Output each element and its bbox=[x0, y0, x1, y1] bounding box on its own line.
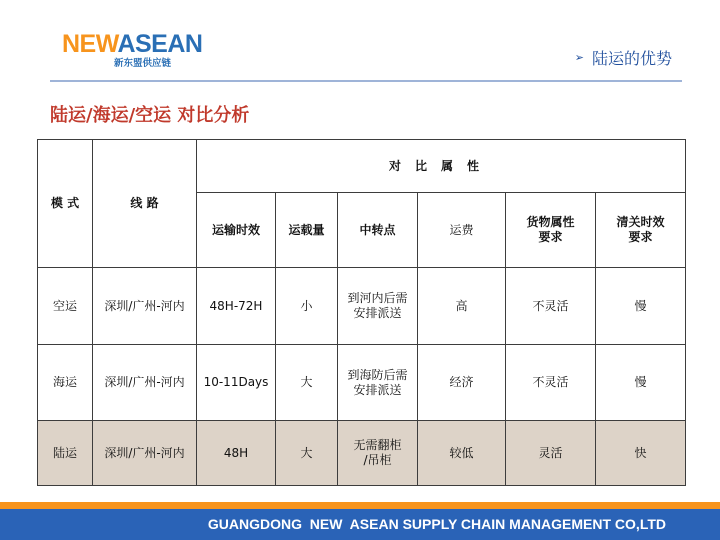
attr-goods-requirement bbox=[506, 193, 596, 268]
attr-cost bbox=[418, 193, 506, 268]
table-row bbox=[38, 345, 686, 421]
cell-mode: 空运 bbox=[38, 268, 93, 345]
attr-transport-time bbox=[197, 193, 276, 268]
cell-capacity: 大 bbox=[276, 345, 338, 421]
logo-new-text: NEW bbox=[62, 30, 118, 58]
logo-asean-text: ASEAN bbox=[117, 30, 203, 58]
cell-transfer-line: 安排派送 bbox=[353, 382, 402, 397]
cell-customs: 慢 bbox=[596, 345, 686, 421]
cell-cost: 较低 bbox=[418, 421, 506, 486]
cell-transfer bbox=[338, 421, 418, 486]
cell-time: 48H bbox=[197, 421, 276, 486]
header-mode: 模 式 bbox=[38, 140, 93, 268]
cell-cost: 经济 bbox=[418, 345, 506, 421]
attr-label-line2: 要求 bbox=[628, 230, 653, 244]
cell-transfer-line: 无需翻柜 bbox=[353, 438, 402, 452]
cell-customs: 慢 bbox=[596, 268, 686, 345]
footer-company-name: GUANGDONG NEW ASEAN SUPPLY CHAIN MANAGEMENT CO,LTD bbox=[0, 509, 720, 540]
header-divider bbox=[50, 80, 682, 82]
attr-label-line1: 中转点 bbox=[359, 222, 396, 237]
cell-transfer-line: /吊柜 bbox=[363, 453, 392, 467]
attr-label-line2: 要求 bbox=[538, 230, 563, 244]
attr-customs-time bbox=[596, 193, 686, 268]
table-row bbox=[38, 268, 686, 345]
cell-time: 10-11Days bbox=[197, 345, 276, 421]
cell-goods: 灵活 bbox=[506, 421, 596, 486]
cell-transfer-line: 到河内后需 bbox=[347, 291, 408, 305]
cell-goods: 不灵活 bbox=[506, 345, 596, 421]
attr-label-line1: 运输时效 bbox=[211, 222, 260, 237]
cell-mode: 陆运 bbox=[38, 421, 93, 486]
attr-label-line1: 运载量 bbox=[288, 222, 325, 237]
arrow-right-icon: ➢ bbox=[574, 51, 584, 64]
attr-transfer-point bbox=[338, 193, 418, 268]
attr-label-line1: 清关时效 bbox=[616, 215, 665, 229]
cell-route: 深圳/广州-河内 bbox=[93, 421, 197, 486]
cell-route: 深圳/广州-河内 bbox=[93, 268, 197, 345]
header-comparison-attributes: 对比属性 bbox=[197, 140, 686, 193]
section-title bbox=[575, 46, 672, 69]
footer-accent-bar bbox=[0, 502, 720, 509]
header-route: 线 路 bbox=[93, 140, 197, 268]
section-title-text: 陆运的优势 bbox=[591, 49, 672, 68]
company-logo bbox=[62, 30, 202, 70]
logo-subtitle: 新东盟供应链 bbox=[114, 58, 172, 69]
cell-transfer-line: 安排派送 bbox=[353, 306, 402, 320]
table-row-highlighted bbox=[38, 421, 686, 486]
page-title: 陆运/海运/空运 对比分析 bbox=[50, 105, 250, 126]
comparison-table bbox=[37, 139, 686, 486]
cell-route: 深圳/广州-河内 bbox=[93, 345, 197, 421]
cell-goods: 不灵活 bbox=[506, 268, 596, 345]
cell-transfer-line: 到海防后需 bbox=[347, 367, 408, 382]
cell-customs: 快 bbox=[596, 421, 686, 486]
attr-label-line1: 运费 bbox=[449, 222, 474, 237]
cell-time: 48H-72H bbox=[197, 268, 276, 345]
cell-mode: 海运 bbox=[38, 345, 93, 421]
cell-capacity: 大 bbox=[276, 421, 338, 486]
attr-capacity bbox=[276, 193, 338, 268]
cell-capacity: 小 bbox=[276, 268, 338, 345]
cell-transfer bbox=[338, 345, 418, 421]
attr-label-line1: 货物属性 bbox=[526, 215, 575, 229]
cell-cost: 高 bbox=[418, 268, 506, 345]
header-row-1 bbox=[38, 140, 686, 193]
logo-wordmark bbox=[62, 30, 202, 58]
cell-transfer bbox=[338, 268, 418, 345]
